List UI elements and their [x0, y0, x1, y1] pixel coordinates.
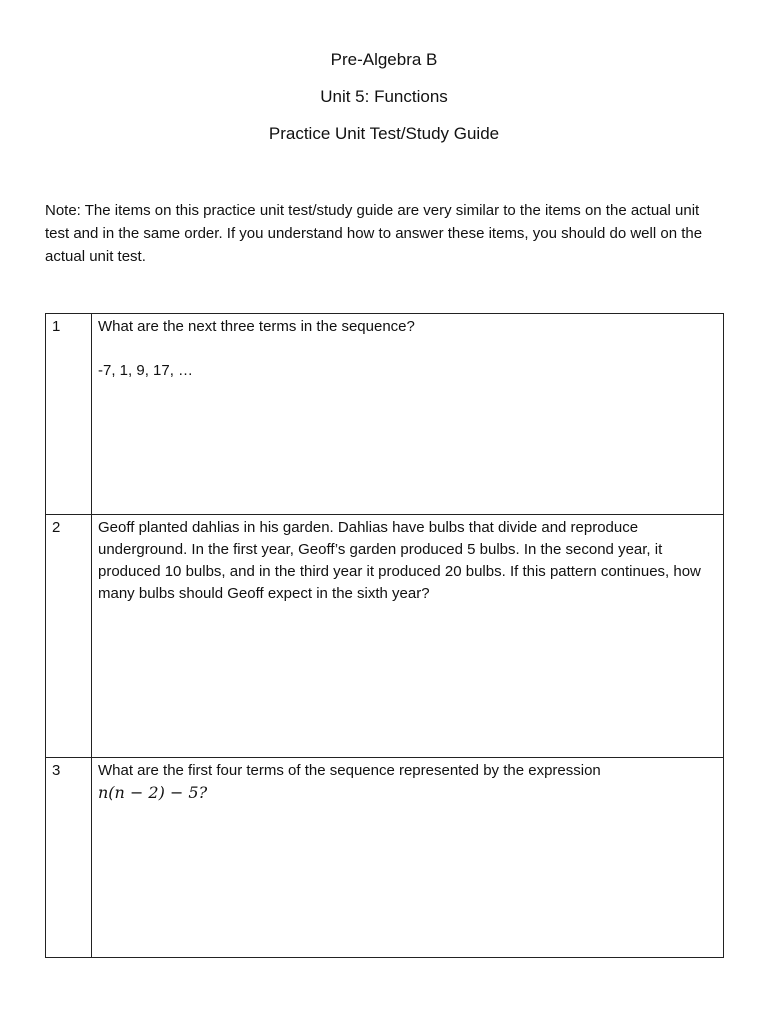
question-number: 1	[46, 314, 92, 515]
question-number: 2	[46, 515, 92, 758]
document-title: Practice Unit Test/Study Guide	[268, 124, 500, 143]
question-row-3	[46, 758, 724, 958]
course-title: Pre-Algebra B	[330, 50, 438, 69]
question-text: What are the first four terms of the sequence represented by the expression	[98, 762, 601, 779]
question-text: What are the next three terms in the sequence?	[98, 318, 415, 335]
note-paragraph: Note: The items on this practice unit test/study guide are very similar to the items on the actual unit test and in the same order. If you understand how to answer these items, you should do well on the actual unit test.	[45, 202, 703, 265]
question-text: Geoff planted dahlias in his garden. Dahlias have bulbs that divide and reproduce underground. In the first year, Geoff’s garden produced 5 bulbs. In the second year, it produced 10 bulbs, and in the third year it produced 20 bulbs. If this pattern continues, how many bulbs should Geoff expect in the sixth year?	[98, 519, 701, 602]
question-row-1	[46, 314, 724, 515]
question-cell[interactable]	[92, 515, 724, 758]
sequence-terms: -7, 1, 9, 17, …	[98, 362, 194, 379]
question-number: 3	[46, 758, 92, 958]
unit-title: Unit 5: Functions	[320, 87, 448, 106]
math-expression: n(n − 2) − 5?	[98, 783, 208, 802]
questions-table	[45, 313, 724, 958]
question-cell[interactable]	[92, 314, 724, 515]
question-cell[interactable]	[92, 758, 724, 958]
question-row-2	[46, 515, 724, 758]
